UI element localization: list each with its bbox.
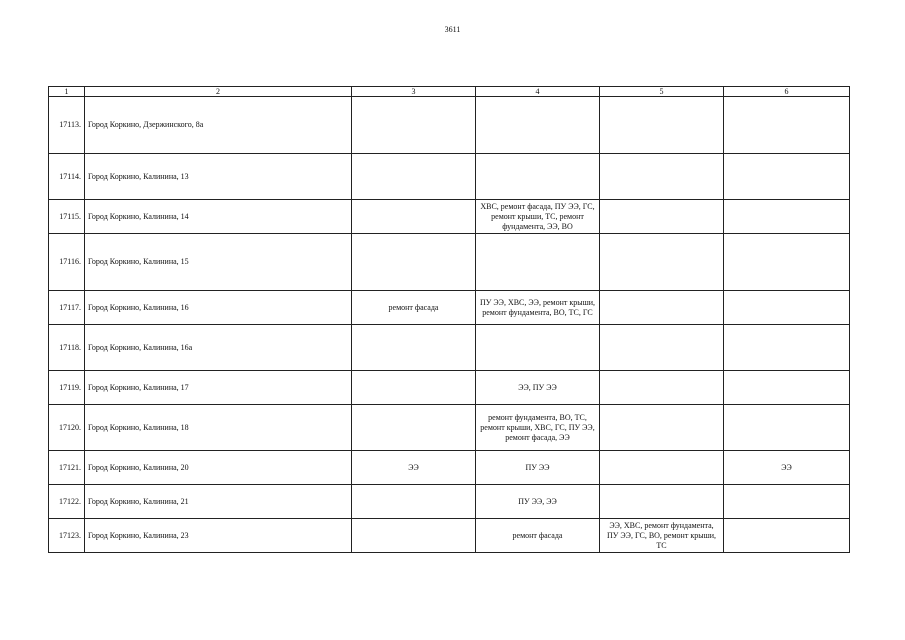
row-col5 — [600, 325, 724, 371]
column-header: 6 — [724, 87, 850, 97]
row-address: Город Коркино, Калинина, 20 — [85, 451, 352, 485]
column-header: 4 — [476, 87, 600, 97]
row-col3: ЭЭ — [352, 451, 476, 485]
row-col4: ремонт фундамента, ВО, ТС, ремонт крыши, ХВС, ГС, ПУ ЭЭ, ремонт фасада, ЭЭ — [476, 405, 600, 451]
row-col4: ХВС, ремонт фасада, ПУ ЭЭ, ГС, ремонт крыши, ТС, ремонт фундамента, ЭЭ, ВО — [476, 200, 600, 234]
row-number: 17121. — [49, 451, 85, 485]
row-col5 — [600, 371, 724, 405]
table-row — [49, 200, 850, 234]
row-col4: ПУ ЭЭ, ЭЭ — [476, 485, 600, 519]
table-row — [49, 485, 850, 519]
row-col6 — [724, 97, 850, 154]
table-row — [49, 97, 850, 154]
row-address: Город Коркино, Калинина, 14 — [85, 200, 352, 234]
row-col6 — [724, 371, 850, 405]
row-col4 — [476, 154, 600, 200]
row-address: Город Коркино, Калинина, 23 — [85, 519, 352, 553]
row-col5 — [600, 291, 724, 325]
row-col5 — [600, 234, 724, 291]
row-col6 — [724, 405, 850, 451]
row-col3 — [352, 485, 476, 519]
column-header: 1 — [49, 87, 85, 97]
table-row — [49, 154, 850, 200]
row-col6 — [724, 291, 850, 325]
page-number: 3611 — [444, 25, 461, 34]
row-col6 — [724, 325, 850, 371]
row-address: Город Коркино, Калинина, 21 — [85, 485, 352, 519]
row-col5 — [600, 200, 724, 234]
table-row — [49, 519, 850, 553]
row-col3 — [352, 371, 476, 405]
table-row — [49, 451, 850, 485]
row-col4 — [476, 97, 600, 154]
row-number: 17119. — [49, 371, 85, 405]
row-address: Город Коркино, Калинина, 16а — [85, 325, 352, 371]
column-header: 3 — [352, 87, 476, 97]
table-header-row — [49, 87, 850, 97]
row-col6 — [724, 154, 850, 200]
row-col3 — [352, 154, 476, 200]
row-col4 — [476, 234, 600, 291]
row-number: 17117. — [49, 291, 85, 325]
row-number: 17114. — [49, 154, 85, 200]
row-col4 — [476, 325, 600, 371]
row-number: 17116. — [49, 234, 85, 291]
row-col3 — [352, 234, 476, 291]
column-header: 5 — [600, 87, 724, 97]
table-row — [49, 234, 850, 291]
row-col5 — [600, 405, 724, 451]
table-row — [49, 405, 850, 451]
row-address: Город Коркино, Калинина, 15 — [85, 234, 352, 291]
row-col3 — [352, 325, 476, 371]
table-row — [49, 325, 850, 371]
row-col6: ЭЭ — [724, 451, 850, 485]
row-address: Город Коркино, Калинина, 17 — [85, 371, 352, 405]
row-col4: ремонт фасада — [476, 519, 600, 553]
row-address: Город Коркино, Калинина, 16 — [85, 291, 352, 325]
row-col4: ЭЭ, ПУ ЭЭ — [476, 371, 600, 405]
row-col3 — [352, 97, 476, 154]
row-number: 17120. — [49, 405, 85, 451]
row-number: 17118. — [49, 325, 85, 371]
row-col3 — [352, 200, 476, 234]
row-number: 17122. — [49, 485, 85, 519]
row-col3 — [352, 405, 476, 451]
row-col5 — [600, 97, 724, 154]
row-number: 17123. — [49, 519, 85, 553]
table-row — [49, 291, 850, 325]
row-col4: ПУ ЭЭ, ХВС, ЭЭ, ремонт крыши, ремонт фундамента, ВО, ТС, ГС — [476, 291, 600, 325]
row-col6 — [724, 485, 850, 519]
row-col5 — [600, 485, 724, 519]
row-address: Город Коркино, Калинина, 13 — [85, 154, 352, 200]
column-header: 2 — [85, 87, 352, 97]
row-col6 — [724, 234, 850, 291]
row-col5 — [600, 154, 724, 200]
row-col5 — [600, 451, 724, 485]
row-number: 17113. — [49, 97, 85, 154]
registry-table — [48, 86, 850, 553]
row-col3 — [352, 519, 476, 553]
row-col5: ЭЭ, ХВС, ремонт фундамента, ПУ ЭЭ, ГС, ВО, ремонт крыши, ТС — [600, 519, 724, 553]
row-address: Город Коркино, Дзержинского, 8а — [85, 97, 352, 154]
row-col6 — [724, 519, 850, 553]
row-number: 17115. — [49, 200, 85, 234]
row-col6 — [724, 200, 850, 234]
row-col3: ремонт фасада — [352, 291, 476, 325]
row-col4: ПУ ЭЭ — [476, 451, 600, 485]
table-row — [49, 371, 850, 405]
row-address: Город Коркино, Калинина, 18 — [85, 405, 352, 451]
